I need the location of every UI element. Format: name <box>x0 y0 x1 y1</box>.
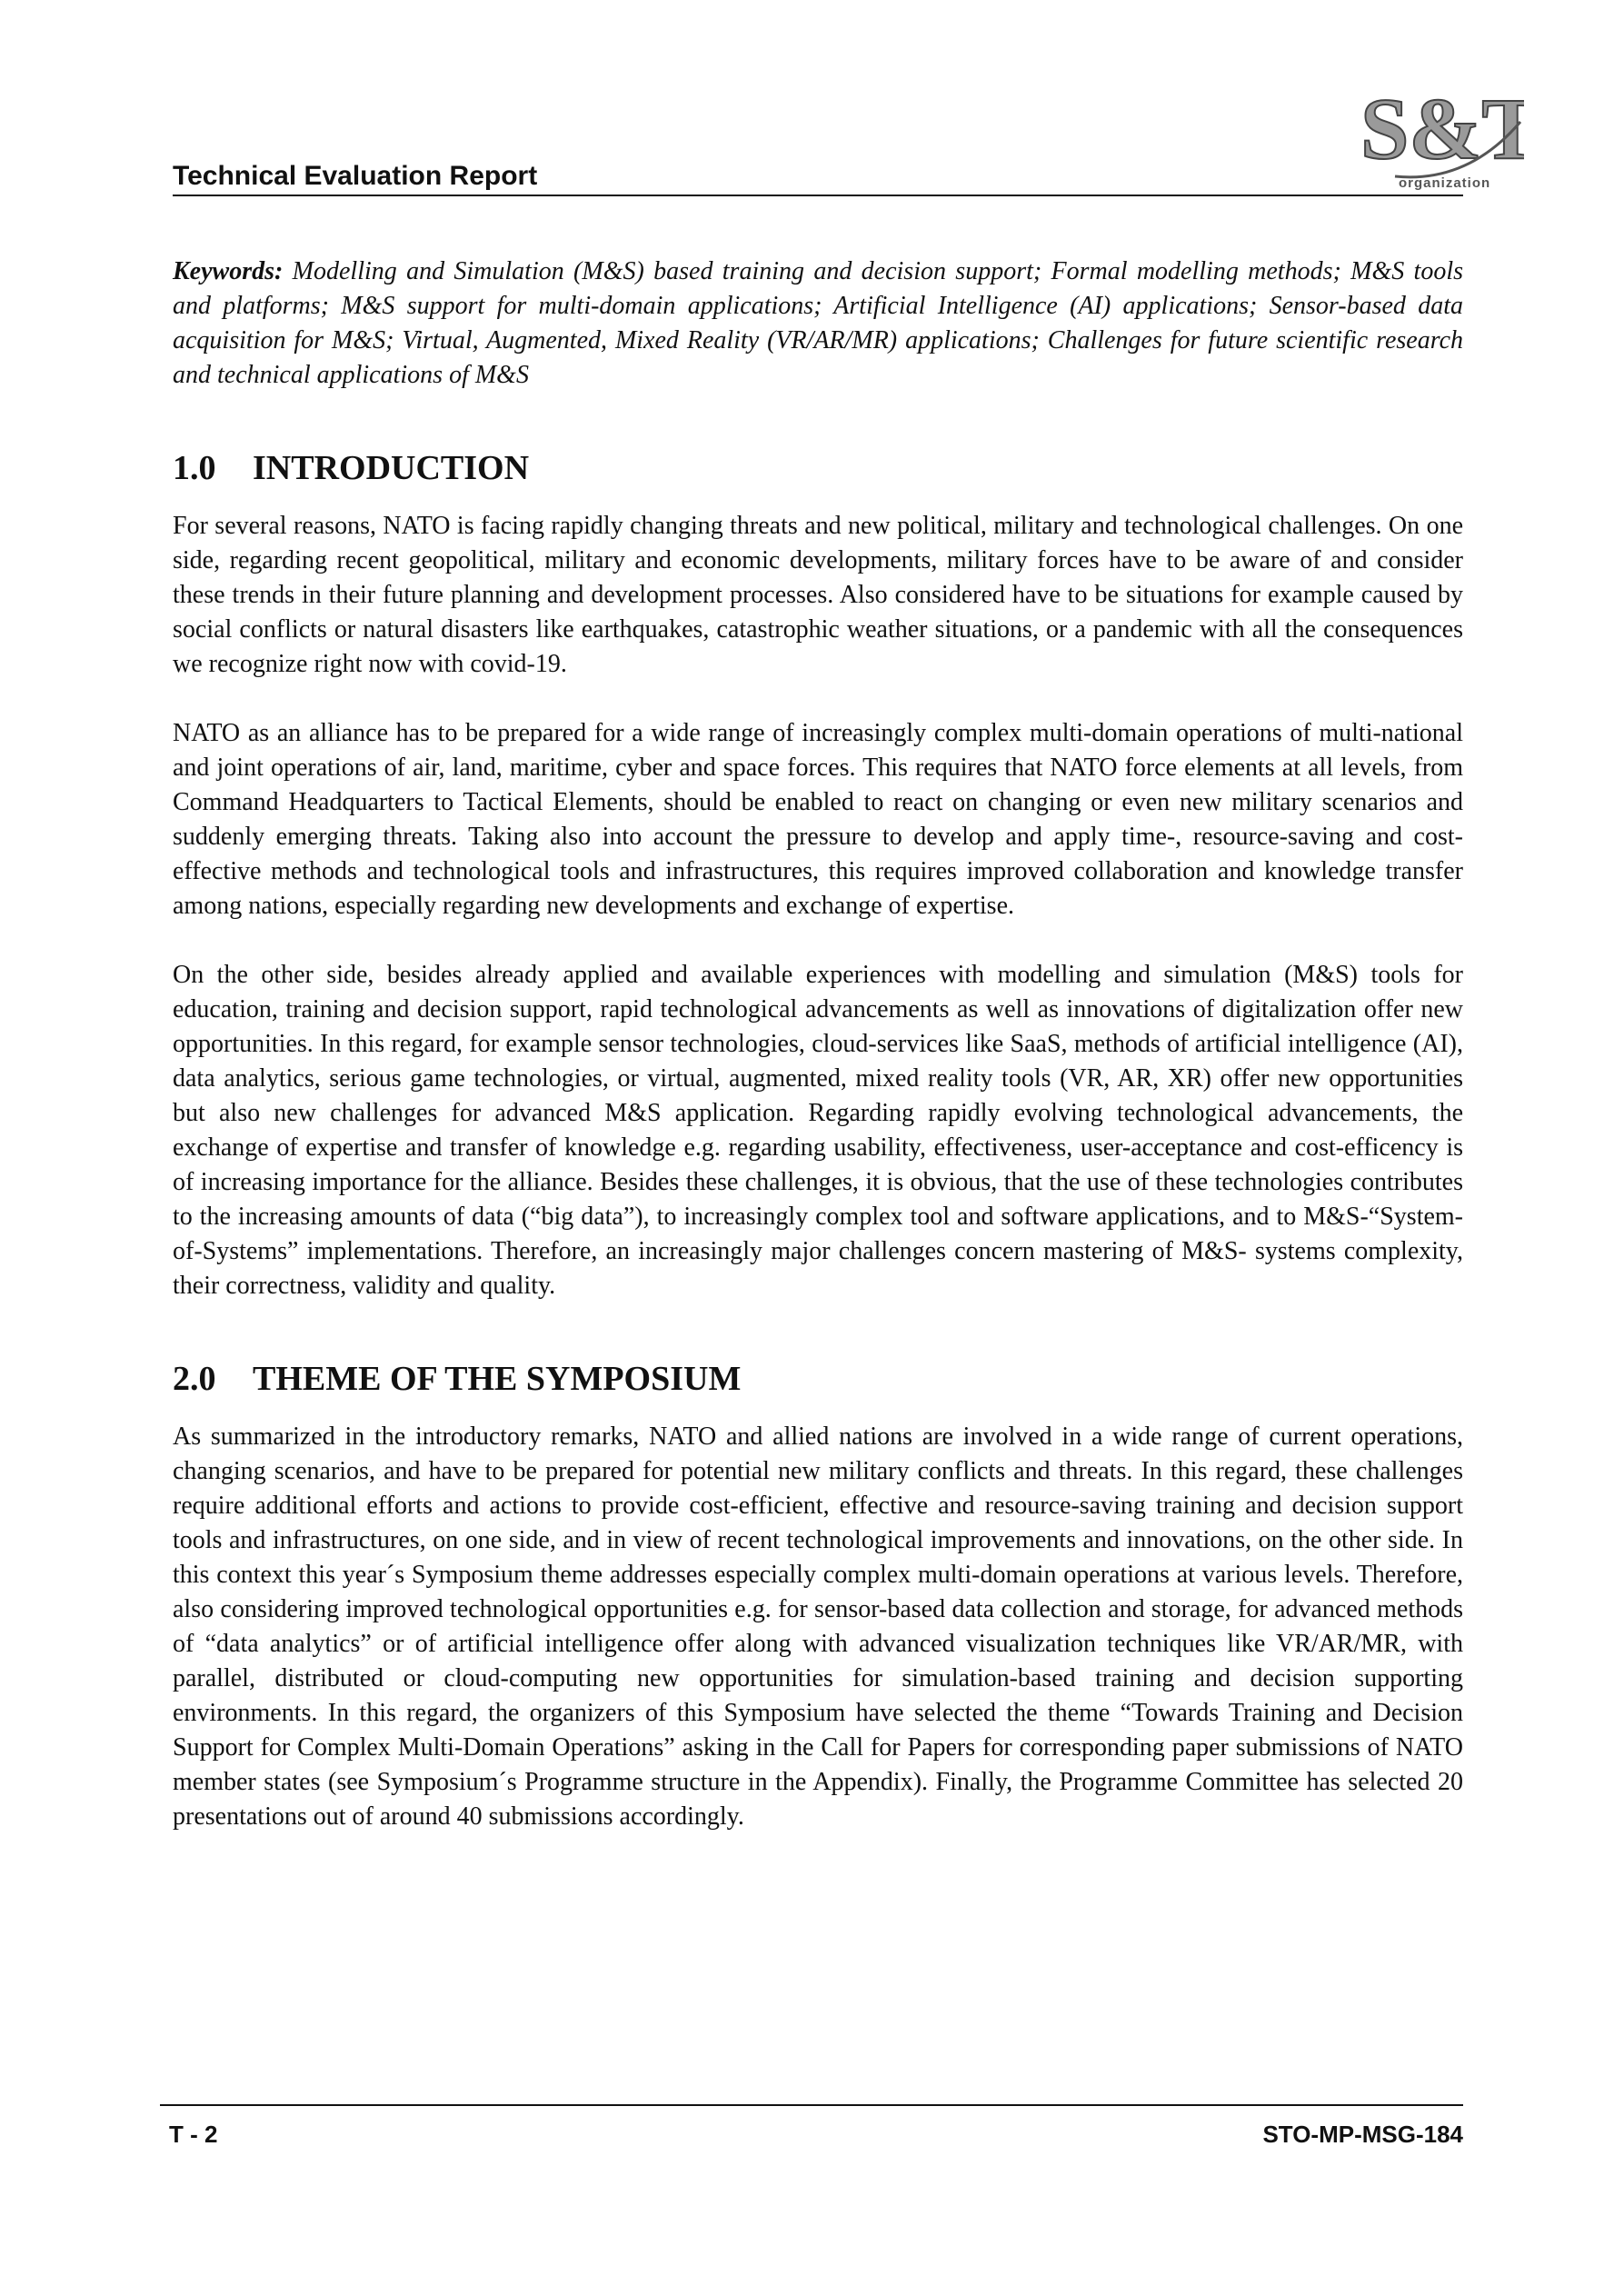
section-number: 1.0 <box>173 449 216 487</box>
theme-paragraph-1: As summarized in the introductory remarks, NATO and allied nations are involved in a wide range of current operations, changing scenarios, and have to be prepared for potential new military conflicts and threats. In this regard, these challenges require additional efforts and actions to provide cost-efficient, effective and resource-saving training and decision support tools and infrastructures, on one side, and in view of recent technological improvements and innovations, on the other side. In this context this year´s Symposium theme addresses especially complex multi-domain operations at various levels. Therefore, also considering improved technological opportunities e.g. for sensor-based data collection and storage, for advanced methods of “data analytics” or of artificial intelligence offer along with advanced visualization techniques like VR/AR/MR, with parallel, distributed or cloud-computing new opportunities for simulation-based training and decision supporting environments. In this regard, the organizers of this Symposium have selected the theme “Towards Training and Decision Support for Complex Multi-Domain Operations” asking in the Call for Papers for corresponding paper submissions of NATO member states (see Symposium´s Programme structure in the Appendix). Finally, the Programme Committee has selected 20 presentations out of around 40 submissions accordingly. <box>173 1423 1463 1831</box>
section-heading-theme <box>173 1358 1463 1400</box>
intro-paragraph-2: NATO as an alliance has to be prepared for a wide range of increasingly complex multi-domain operations of multi-national and joint operations of air, land, maritime, cyber and space forces. This requires that NATO force elements at all levels, from Command Headquarters to Tactical Elements, should be enabled to react on changing or even new military scenarios and suddenly emerging threats. Taking also into account the pressure to develop and apply time-, resource-saving and cost-effective methods and technological tools and infrastructures, this requires improved collaboration and knowledge transfer among nations, especially regarding new developments and exchange of expertise. <box>173 719 1463 920</box>
document-id: STO-MP-MSG-184 <box>1262 2121 1463 2148</box>
keywords-label: Keywords: <box>173 257 284 285</box>
logo-text: S&T <box>1360 80 1524 177</box>
section-title: THEME OF THE SYMPOSIUM <box>253 1360 742 1398</box>
section-heading-introduction <box>173 447 1463 489</box>
intro-paragraph-1: For several reasons, NATO is facing rapidly changing threats and new political, military and technological challenges. On one side, regarding recent geopolitical, military and economic developments, military forces have to be aware of and consider these trends in their future planning and development processes. Also considered have to be situations for example caused by social conflicts or natural disasters like earthquakes, catastrophic weather situations, or a pandemic with all the consequences we recognize right now with covid-19. <box>173 512 1463 678</box>
sto-logo-icon <box>1359 75 1524 193</box>
section-title: INTRODUCTION <box>253 449 530 487</box>
keywords-paragraph <box>173 255 1463 393</box>
main-content <box>173 255 1463 1869</box>
section-number: 2.0 <box>173 1360 216 1398</box>
footer-divider <box>160 2104 1463 2106</box>
header-divider <box>173 195 1463 196</box>
keywords-text: Modelling and Simulation (M&S) based training and decision support; Formal modelling methods; M&S tools and platforms; M&S support for multi-domain applications; Artificial Intelligence (AI) applications; Sensor-based data acquisition for M&S; Virtual, Augmented, Mixed Reality (VR/AR/MR) applications; Challenges for future scientific research and technical applications of M&S <box>173 257 1464 389</box>
logo-subtext: organization <box>1399 175 1491 191</box>
intro-paragraph-3: On the other side, besides already applied and available experiences with modelling and simulation (M&S) tools for education, training and decision support, rapid technological advancements as well as innovations of digitalization offer new opportunities. In this regard, for example sensor technologies, cloud-services like SaaS, methods of artificial intelligence (AI), data analytics, serious game technologies, or virtual, augmented, mixed reality tools (VR, AR, XR) offer new opportunities but also new challenges for advanced M&S application. Regarding rapidly evolving technological advancements, the exchange of expertise and transfer of knowledge e.g. regarding usability, effectiveness, user-acceptance and cost-efficency is of increasing importance for the alliance. Besides these challenges, it is obvious, that the use of these technologies contributes to the increasing amounts of data (“big data”), to increasingly complex tool and software applications, and to M&S-“System-of-Systems” implementations. Therefore, an increasingly major challenges concern mastering of M&S- systems complexity, their correctness, validity and quality. <box>173 961 1463 1300</box>
running-header-title: Technical Evaluation Report <box>173 161 538 191</box>
page-number: T - 2 <box>169 2121 218 2148</box>
